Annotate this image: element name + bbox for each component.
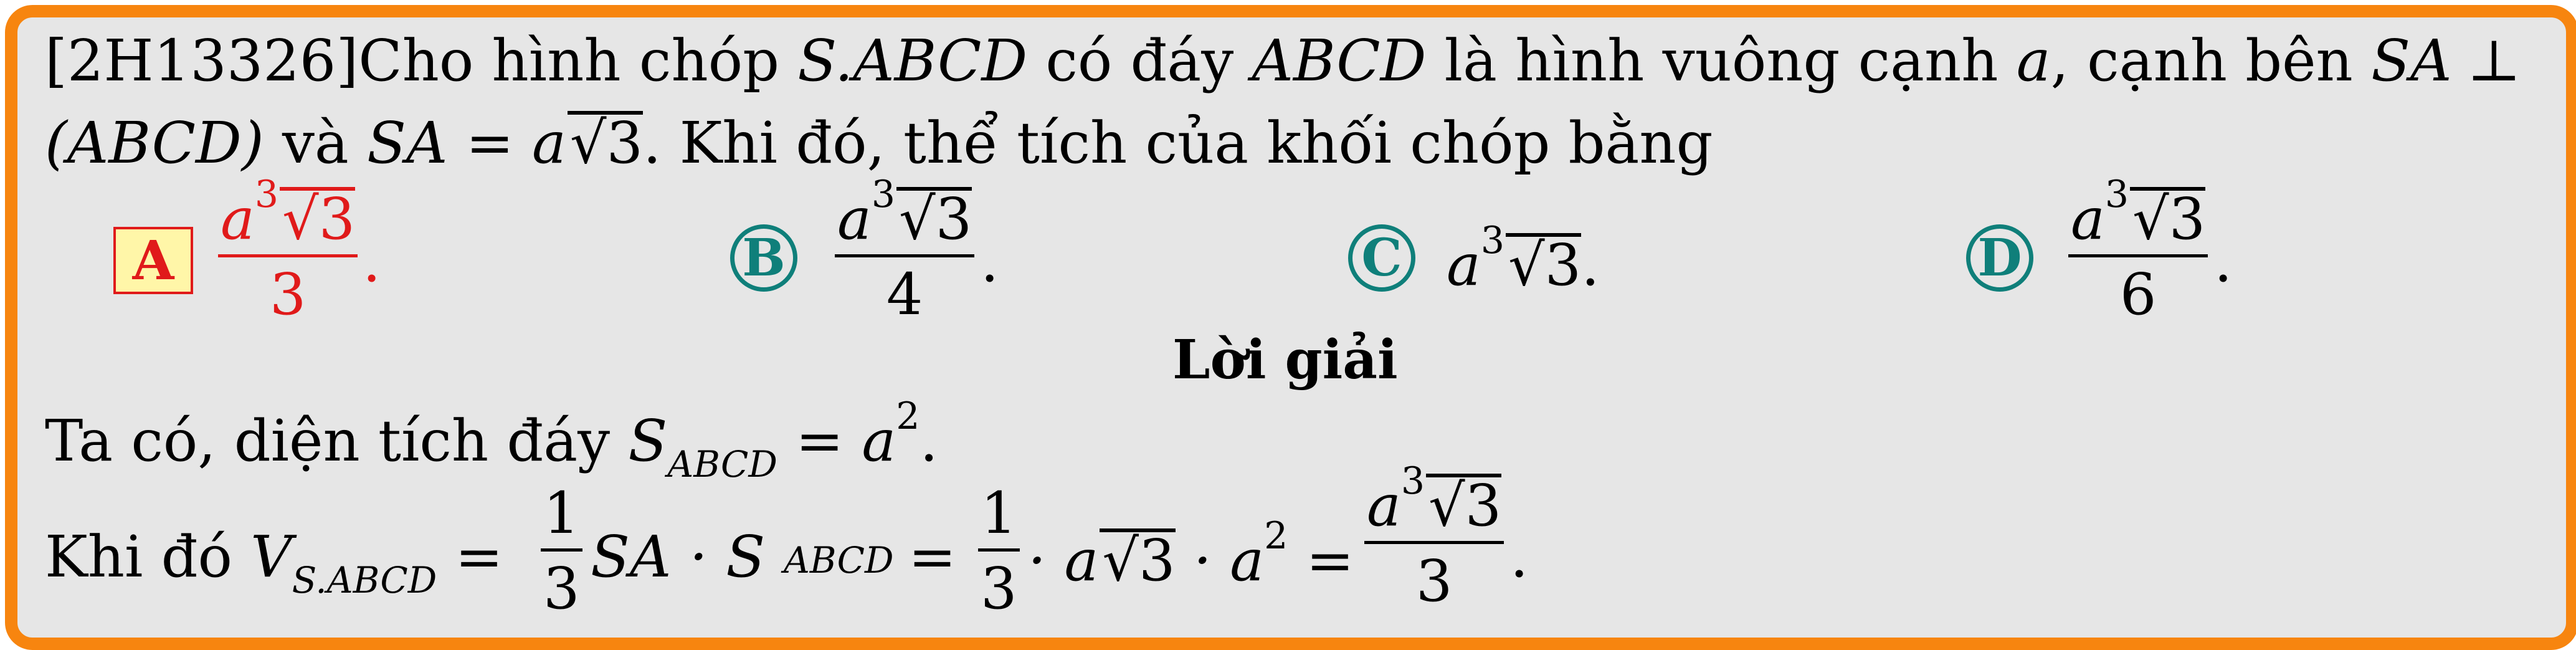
solution-product: · $a√3 \cdot a^2$ = [1028,514,1354,594]
solution-sa-product: SA · S [591,523,766,590]
choice-c-expression[interactable]: $a^3√3$. [1447,219,1600,299]
choice-d-fraction[interactable]: $a^3√3$ 6 [2068,187,2208,323]
fraction-one-third: 1 3 [541,485,582,618]
choice-d-label[interactable]: D [1966,224,2033,292]
solution-line-1: Ta có, diện tích đáy $S_{ABCD} = a^2$. [45,394,938,486]
fraction-one-third-2: 1 3 [978,485,1020,618]
choice-b-label[interactable]: B [730,224,797,292]
perpendicular-symbol: ⊥ [2467,27,2521,94]
problem-id: [2H13326] [45,27,359,94]
problem-line-2: (ABCD) và SA = a√3. Khi đó, thể tích của khối chóp bằng [45,110,1713,176]
solution-line-2-prefix: Khi đó $V_{S.ABCD}$ = [45,523,503,602]
choice-a-label[interactable]: A [113,227,193,294]
choice-c-label[interactable]: C [1348,224,1415,292]
solution-heading: Lời giải [1172,328,1398,391]
solution-s-subscript: ABCD [784,539,894,581]
choice-a-fraction[interactable]: $a^3√3$ 3 [218,187,358,323]
problem-line-1: [2H13326]Cho hình chóp S.ABCD có đáy ABCD là hình vuông cạnh a, cạnh bên SA [45,27,2452,94]
solution-equals-1: = [908,523,957,590]
choice-b-period: . [981,228,999,295]
sqrt-symbol: √3 [568,111,643,172]
choice-a-period: . [363,228,381,295]
choice-d-period: . [2214,228,2233,295]
choice-b-fraction[interactable]: $a^3√3$ 4 [835,187,974,323]
solution-period: . [1510,523,1529,590]
solution-result-fraction: $a^3√3$ 3 [1364,474,1504,610]
